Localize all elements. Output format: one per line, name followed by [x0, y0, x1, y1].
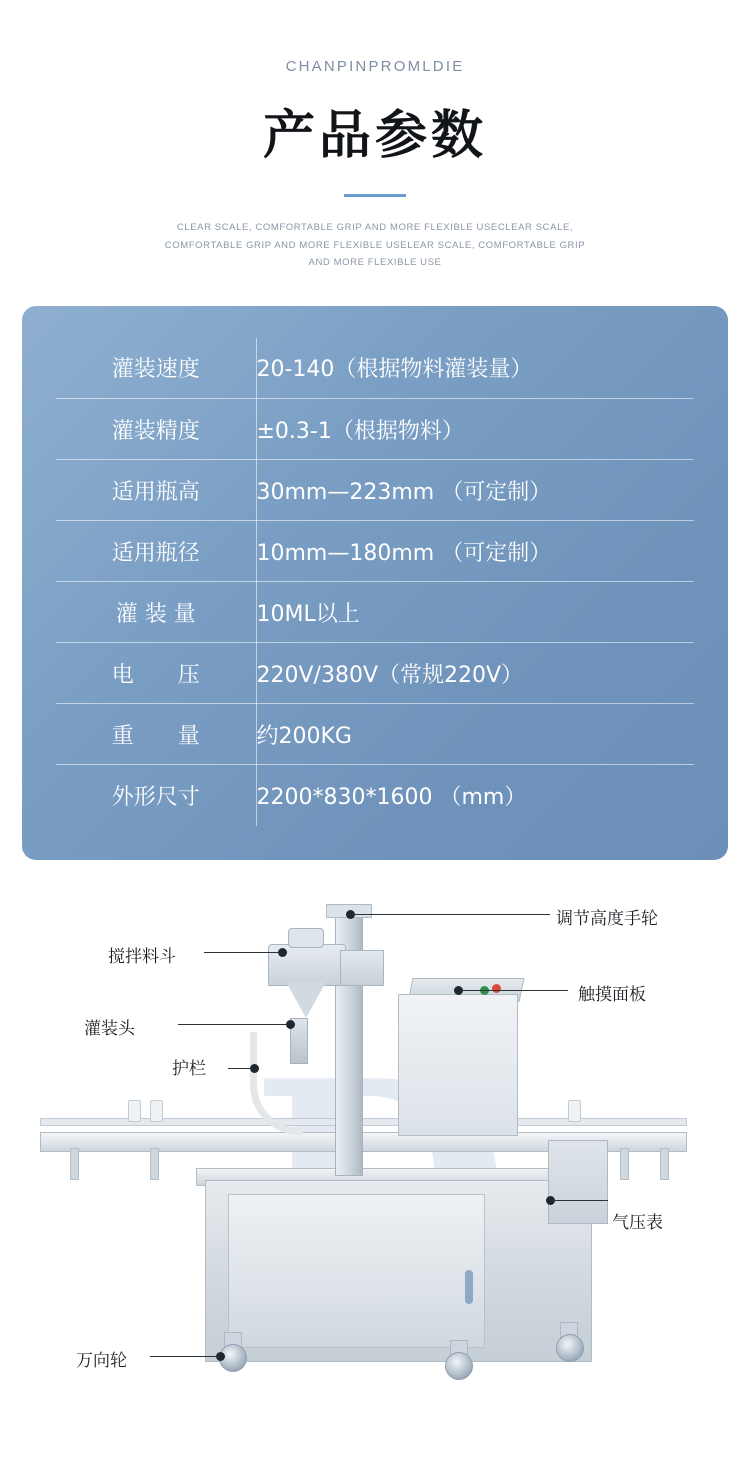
- callout-leader-pressuregauge: [552, 1200, 608, 1201]
- table-row: [56, 338, 694, 399]
- spec-value: 10mm—180mm （可定制）: [256, 521, 694, 582]
- spec-key: 重 量: [56, 704, 256, 765]
- table-row: [56, 765, 694, 826]
- callout-label-guardrail: 护栏: [172, 1058, 206, 1079]
- callout-label-fillinghead: 灌装头: [84, 1018, 135, 1039]
- page-title: 产品参数: [262, 106, 487, 166]
- table-row: [56, 643, 694, 704]
- table-row: [56, 582, 694, 643]
- spec-table: [56, 338, 694, 826]
- cabinet-door: [228, 1194, 485, 1348]
- spec-key: 灌 装 量: [56, 582, 256, 643]
- spec-key: 灌装精度: [56, 399, 256, 460]
- callout-leader-hopper: [204, 952, 280, 953]
- caster-wheel: [445, 1352, 473, 1380]
- spec-value: 220V/380V（常规220V）: [256, 643, 694, 704]
- page-subtitle: CLEAR SCALE, COMFORTABLE GRIP AND MORE FLEXIBLE USECLEAR SCALE, COMFORTABLE GRIP AND MORE FLEXIBLE USELEAR SCALE, COMFORTABLE GRIP AND MORE FLEXIBLE USE: [164, 222, 586, 269]
- emergency-button: [492, 984, 501, 993]
- callout-leader-caster: [150, 1356, 220, 1357]
- callout-leader-fillinghead: [178, 1024, 288, 1025]
- callout-label-touchpanel: 触摸面板: [578, 984, 646, 1005]
- table-row: [56, 704, 694, 765]
- spec-value: 2200*830*1600 （mm）: [256, 784, 527, 810]
- table-row: [56, 521, 694, 582]
- callout-label-pressuregauge: 气压表: [612, 1212, 663, 1233]
- spec-key: 灌装速度: [56, 338, 256, 399]
- spec-value: 10ML以上: [256, 582, 694, 643]
- touch-panel: [398, 994, 518, 1136]
- caster-wheel: [556, 1334, 584, 1362]
- spec-key: 适用瓶高: [56, 460, 256, 521]
- spec-value: 约200KG: [256, 704, 694, 765]
- product-photo: [0, 882, 750, 1462]
- callout-label-caster: 万向轮: [76, 1350, 127, 1371]
- conveyor-leg: [620, 1148, 629, 1180]
- conveyor-leg: [660, 1148, 669, 1180]
- callout-leader-guardrail: [228, 1068, 254, 1069]
- bottle: [128, 1100, 141, 1122]
- secondary-hopper: [340, 950, 384, 986]
- spec-value: 30mm—223mm （可定制）: [256, 460, 694, 521]
- spec-key: 外形尺寸: [56, 765, 256, 826]
- page-eyebrow: CHANPINPROMLDIE: [285, 58, 465, 75]
- callout-leader-handwheel: [352, 914, 550, 915]
- spec-key: 电 压: [56, 643, 256, 704]
- hopper-cone: [286, 982, 326, 1018]
- title-divider: [344, 194, 406, 197]
- spec-value: 20-140（根据物料灌装量）: [256, 338, 694, 399]
- callout-leader-touchpanel: [460, 990, 568, 991]
- hopper-lid: [288, 928, 324, 948]
- callout-label-hopper: 搅拌料斗: [108, 946, 176, 967]
- bottle: [568, 1100, 581, 1122]
- conveyor-leg: [150, 1148, 159, 1180]
- table-row: [56, 399, 694, 460]
- spec-value: ±0.3-1（根据物料）: [256, 399, 694, 460]
- conveyor-leg: [70, 1148, 79, 1180]
- spec-key: 适用瓶径: [56, 521, 256, 582]
- page-header: [0, 0, 750, 272]
- callout-label-handwheel: 调节高度手轮: [556, 908, 658, 929]
- spec-panel: [22, 306, 728, 860]
- side-control-box: [548, 1140, 608, 1224]
- bottle: [150, 1100, 163, 1122]
- cabinet-door-handle: [465, 1270, 473, 1304]
- table-row: [56, 460, 694, 521]
